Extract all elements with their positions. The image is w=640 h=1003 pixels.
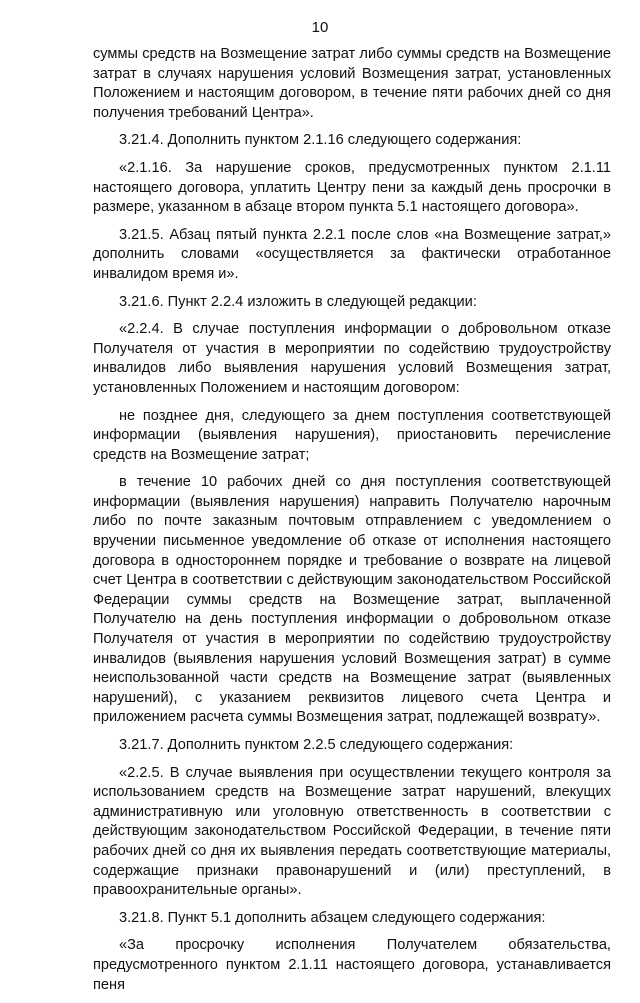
paragraph-refund-notice: в течение 10 рабочих дней со дня поступления соответствующей информации (выявления нарушения) направить Получателю нарочным либо по почте заказным почтовым отправлением с уведомлением о вручении письменное уведомление об отказе от исполнения настоящего договора в одностороннем порядке и требование о возврате на лицевой счет Центра в соответствии с действующим законодательством Российской Федерации суммы средств на Возмещение затрат, выплаченной Получателю на день поступления информации о добровольном отказе Получателя от участия в мероприятии по содействию трудоустройству инвалидов (выявления нарушения условий Возмещения затрат) в сумме неиспользованной части средств на Возмещение затрат (выявленных нарушений), с указанием реквизитов лицевого счета Центра и приложением расчета суммы Возмещения затрат, подлежащей возврату». [93,474,611,726]
paragraph-penalty: «За просрочку исполнения Получателем обязательства, предусмотренного пунктом 2.1.11 настоящего договора, устанавливается пеня [93,937,611,993]
paragraph-3-21-4: 3.21.4. Дополнить пунктом 2.1.16 следующего содержания: [119,132,522,149]
paragraph-suspend-payment: не позднее дня, следующего за днем поступления соответствующей информации (выявления нарушения), приостановить перечисление средств на Возмещение затрат; [93,407,611,463]
page-number: 10 [311,19,329,36]
paragraph-3-21-8: 3.21.8. Пункт 5.1 дополнить абзацем следующего содержания: [119,909,546,926]
paragraph-2-1-16: «2.1.16. За нарушение сроков, предусмотренных пунктом 2.1.11 настоящего договора, уплатить Центру пени за каждый день просрочки в размере, указанном в абзаце втором пункта 5.1 настоящего договора». [93,159,611,216]
paragraph-3-21-6: 3.21.6. Пункт 2.2.4 изложить в следующей редакции: [119,293,477,310]
paragraph-2-2-4: «2.2.4. В случае поступления информации о добровольном отказе Получателя от участия в мероприятии по содействию трудоустройству инвалидов либо выявления нарушения условий Возмещения затрат, установленных Положением и настоящим договором: [93,321,611,396]
paragraph-3-21-7: 3.21.7. Дополнить пунктом 2.2.5 следующего содержания: [119,737,514,753]
paragraph-3-21-5: 3.21.5. Абзац пятый пункта 2.2.1 после слов «на Возмещение затрат,» дополнить словами «осуществляется за фактически отработанное инвалидом время и». [93,226,611,282]
document-body [93,45,611,1003]
paragraph-continuation: суммы средств на Возмещение затрат либо суммы средств на Возмещение затрат в случаях нарушения условий Возмещения затрат, установленных Положением и настоящим договором, в течение пяти рабочих дней со дня получения требований Центра». [93,46,611,121]
paragraph-2-2-5: «2.2.5. В случае выявления при осуществлении текущего контроля за использованием средств на Возмещение затрат нарушений, влекущих административную или уголовную ответственность в соответствии с действующим законодательством Российской Федерации, в течение пяти рабочих дней со дня их выявления передать соответствующие материалы, содержащие признаки правонарушений и (или) преступлений, в правоохранительные органы». [93,764,611,899]
